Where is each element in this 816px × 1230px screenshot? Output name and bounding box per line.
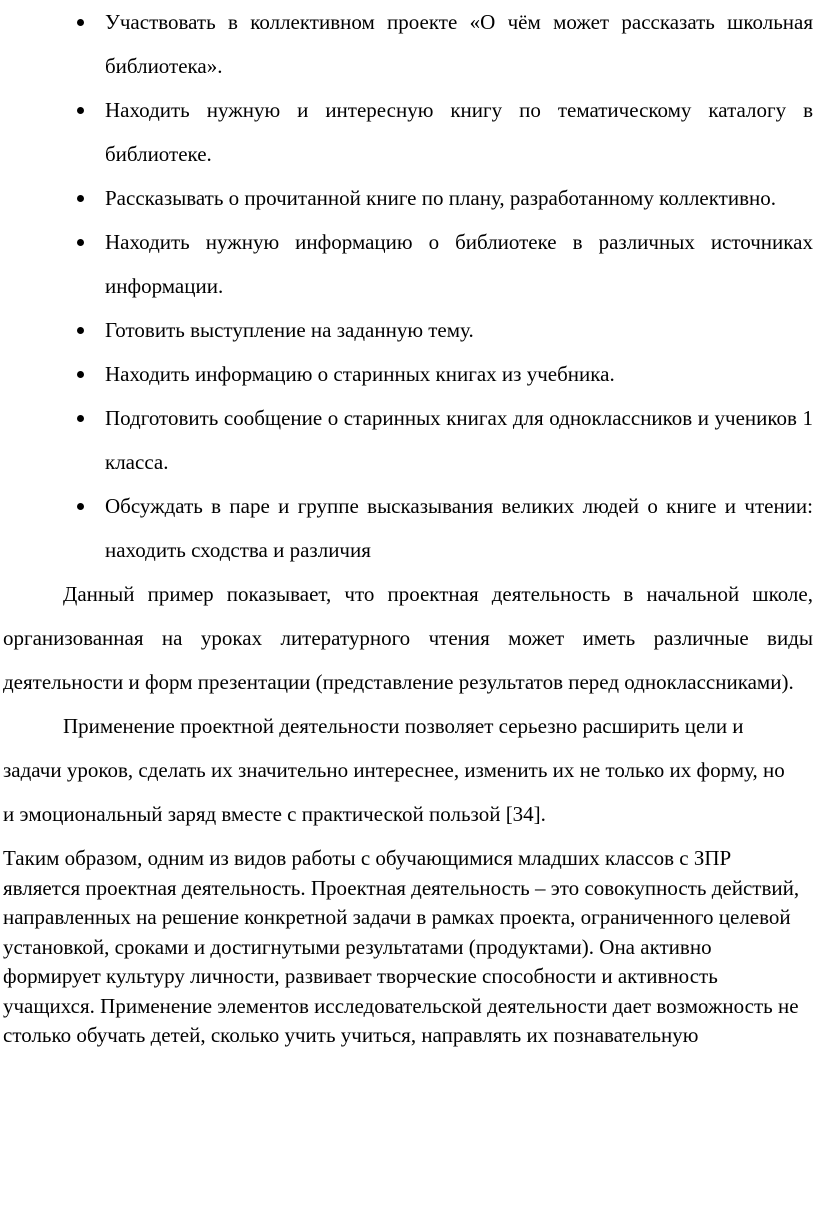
- list-item: Участвовать в коллективном проекте «О чём может рассказать школьная библиотека».: [3, 0, 813, 88]
- list-item: Находить нужную и интересную книгу по тематическому каталогу в библиотеке.: [3, 88, 813, 176]
- list-item: Подготовить сообщение о старинных книгах для одноклассников и учеников 1 класса.: [3, 396, 813, 484]
- list-item: Находить информацию о старинных книгах из учебника.: [3, 352, 813, 396]
- bullet-list: [3, 0, 813, 572]
- list-item: Находить нужную информацию о библиотеке в различных источниках информации.: [3, 220, 813, 308]
- list-item: Обсуждать в паре и группе высказывания великих людей о книге и чтении: находить сходства и различия: [3, 484, 813, 572]
- list-item: Рассказывать о прочитанной книге по плану, разработанному коллективно.: [3, 176, 813, 220]
- paragraph-example: Данный пример показывает, что проектная деятельность в начальной школе, организованная на уроках литературного чтения может иметь различные виды деятельности и форм презентации (представление результатов перед одноклассниками).: [3, 582, 813, 694]
- paragraph-application: Применение проектной деятельности позволяет серьезно расширить цели и задачи уроков, сделать их значительно интереснее, изменить их не только их форму, но и эмоциональный заряд вместе с практической пользой [34].: [3, 714, 785, 826]
- list-item: Готовить выступление на заданную тему.: [3, 308, 813, 352]
- paragraph-conclusion: Таким образом, одним из видов работы с обучающимися младших классов с ЗПР является проектная деятельность. Проектная деятельность – это совокупность действий, направленных на решение конкретной задачи в рамках проекта, ограниченного целевой установкой, сроками и достигнутыми результатами (продуктами). Она активно формирует культуру личности, развивает творческие способности и активность учащихся. Применение элементов исследовательской деятельности дает возможность не столько обучать детей, сколько учить учиться, направлять их познавательную: [3, 846, 800, 1047]
